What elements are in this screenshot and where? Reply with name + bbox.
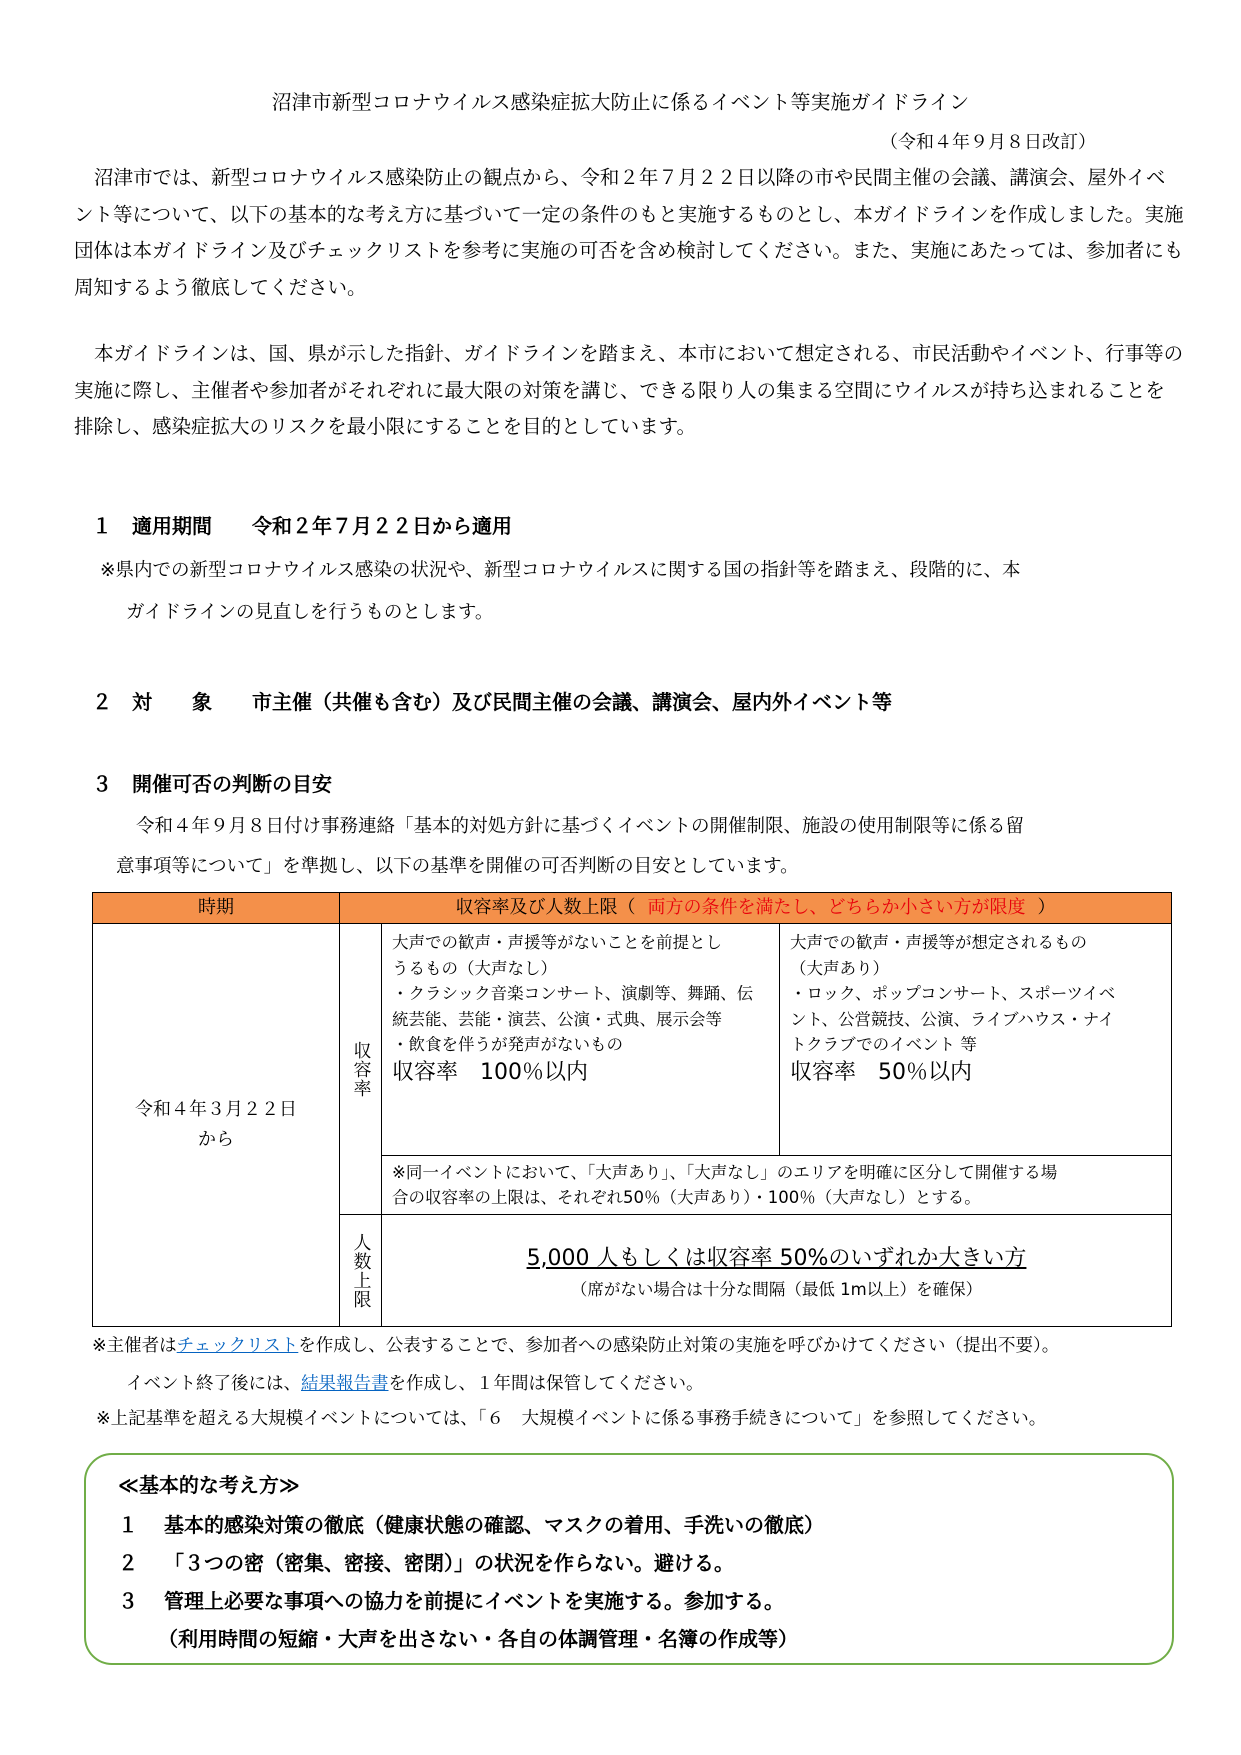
principle-text-1: 基本的感染対策の徹底（健康状態の確認、マスクの着用、手洗いの徹底） xyxy=(164,1513,824,1537)
table-header-row xyxy=(93,893,1172,924)
intro-paragraph-1-text: 沼津市では、新型コロナウイルス感染防止の観点から、令和２年７月２２日以降の市や民間主催の会議、講演会、屋外イベント等について、以下の基本的な考え方に基づいて一定の条件のもと実施するものとし、本ガイドラインを作成しました。実施団体は本ガイドライン及びチェックリストを参考に実施の可否を含め検討してください。また、実施にあたっては、参加者にも周知するよう徹底してください。 xyxy=(74,166,1184,299)
intro-paragraph-2 xyxy=(74,336,1184,446)
result-report-link[interactable]: 結果報告書 xyxy=(301,1374,389,1394)
principle-number-3: ３ xyxy=(118,1589,138,1613)
principle-number-1: １ xyxy=(118,1513,138,1537)
after-table-note-1-pre: ※主催者は xyxy=(92,1336,177,1356)
period-line-2: から xyxy=(198,1129,234,1150)
people-limit-note: （席がない場合は十分な間隔（最低 1m以上）を確保） xyxy=(570,1280,983,1299)
after-table-note-3: ※上記基準を超える大規模イベントについては、「６ 大規模イベントに係る事務手続きについて」を参照してください。 xyxy=(96,1409,1047,1429)
section-2-heading: ２ 対 象 市主催（共催も含む）及び民間主催の会議、講演会、屋内外イベント等 xyxy=(92,690,892,714)
row-label-capacity-cell xyxy=(340,924,382,1215)
header-limit xyxy=(340,893,1172,924)
principle-item-3-detail: （利用時間の短縮・大声を出さない・各自の体調管理・名簿の作成等） xyxy=(158,1627,798,1651)
principle-item-1 xyxy=(118,1509,824,1538)
after-table-note-1 xyxy=(92,1332,1059,1357)
row-label-capacity: 収容率 xyxy=(350,1040,372,1098)
principles-heading: ≪基本的な考え方≫ xyxy=(118,1473,300,1497)
quiet-line-2: うるもの（大声なし） xyxy=(392,958,557,978)
loud-line-1: 大声での歓声・声援等が想定されるもの xyxy=(790,933,1087,952)
loud-category-cell xyxy=(780,924,1172,1156)
header-limit-text: 収容率及び人数上限（ xyxy=(455,897,636,918)
mixed-area-note-cell xyxy=(382,1156,1172,1215)
principle-item-3 xyxy=(118,1585,784,1614)
quiet-category-cell xyxy=(382,924,780,1156)
table-row-capacity xyxy=(93,924,1172,1156)
loud-line-5: トクラブでのイベント 等 xyxy=(790,1035,977,1054)
revision-date: （令和４年９月８日改訂） xyxy=(880,132,1096,153)
row-label-people-cell xyxy=(340,1215,382,1327)
capacity-guideline-table xyxy=(92,892,1172,1327)
loud-line-4: ント、公営競技、公演、ライブハウス・ナイ xyxy=(790,1009,1115,1029)
principle-text-2: 「３つの密（密集、密接、密閉）」の状況を作らない。避ける。 xyxy=(164,1551,734,1575)
principle-number-2: ２ xyxy=(118,1551,138,1575)
quiet-capacity-rate: 収容率 100％以内 xyxy=(392,1059,588,1085)
header-limit-condition: 両方の条件を満たし、どちらか小さい方が限度 xyxy=(647,897,1026,918)
quiet-line-5: ・飲食を伴うが発声がないもの xyxy=(392,1035,623,1054)
basic-principles-box xyxy=(84,1453,1174,1665)
after-table-note-2-post: を作成し、１年間は保管してください。 xyxy=(388,1374,704,1394)
mixed-area-note-line-1: ※同一イベントにおいて、「大声あり」、「大声なし」のエリアを明確に区分して開催する場 xyxy=(392,1163,1058,1182)
after-table-note-2-pre: イベント終了後には、 xyxy=(126,1374,301,1394)
quiet-line-1: 大声での歓声・声援等がないことを前提とし xyxy=(392,933,722,952)
loud-line-2: （大声あり） xyxy=(790,958,889,978)
people-limit-cell xyxy=(382,1215,1172,1327)
mixed-area-note-line-2: 合の収容率の上限は、それぞれ50％（大声あり）・100％（大声なし）とする。 xyxy=(392,1188,981,1207)
people-limit-value: 5,000 人もしくは収容率 50%のいずれか大きい方 xyxy=(526,1246,1027,1271)
quiet-line-4: 統芸能、芸能・演芸、公演・式典、展示会等 xyxy=(392,1009,722,1029)
section-1-note-line-1: ※県内での新型コロナウイルス感染の状況や、新型コロナウイルスに関する国の指針等を踏まえ、段階的に、本 xyxy=(100,560,1021,581)
principle-item-2 xyxy=(118,1547,734,1576)
principle-text-3: 管理上必要な事項への協力を前提にイベントを実施する。参加する。 xyxy=(164,1589,784,1613)
row-label-people: 人数上限 xyxy=(350,1232,372,1309)
period-cell xyxy=(93,924,340,1327)
after-table-note-1-post: を作成し、公表することで、参加者への感染防止対策の実施を呼びかけてください（提出不要）。 xyxy=(298,1336,1060,1356)
document-title: 沼津市新型コロナウイルス感染症拡大防止に係るイベント等実施ガイドライン xyxy=(271,90,970,114)
intro-paragraph-2-text: 本ガイドラインは、国、県が示した指針、ガイドラインを踏まえ、本市において想定される、市民活動やイベント、行事等の実施に際し、主催者や参加者がそれぞれに最大限の対策を講じ、できる限り人の集まる空間にウイルスが持ち込まれることを排除し、感染症拡大のリスクを最小限にすることを目的としています。 xyxy=(74,342,1184,438)
period-line-1: 令和４年３月２２日 xyxy=(135,1099,297,1120)
quiet-line-3: ・クラシック音楽コンサート、演劇等、舞踊、伝 xyxy=(392,984,754,1003)
loud-line-3: ・ロック、ポップコンサート、スポーツイベ xyxy=(790,984,1116,1003)
section-3-heading: ３ 開催可否の判断の目安 xyxy=(92,772,332,796)
header-period: 時期 xyxy=(93,893,340,924)
intro-paragraph-1 xyxy=(74,160,1184,306)
after-table-note-2 xyxy=(126,1370,704,1395)
section-3-line-2: 意事項等について」を準拠し、以下の基準を開催の可否判断の目安としています。 xyxy=(116,856,799,877)
section-1-heading: １ 適用期間 令和２年７月２２日から適用 xyxy=(92,514,512,538)
checklist-link[interactable]: チェックリスト xyxy=(176,1336,299,1356)
section-3-line-1: 令和４年９月８日付け事務連絡「基本的対処方針に基づくイベントの開催制限、施設の使用制限等に係る留 xyxy=(136,816,1025,837)
loud-capacity-rate: 収容率 50％以内 xyxy=(790,1059,972,1085)
header-limit-close: ） xyxy=(1037,897,1056,918)
section-1-note-line-2: ガイドラインの見直しを行うものとします。 xyxy=(126,602,494,623)
